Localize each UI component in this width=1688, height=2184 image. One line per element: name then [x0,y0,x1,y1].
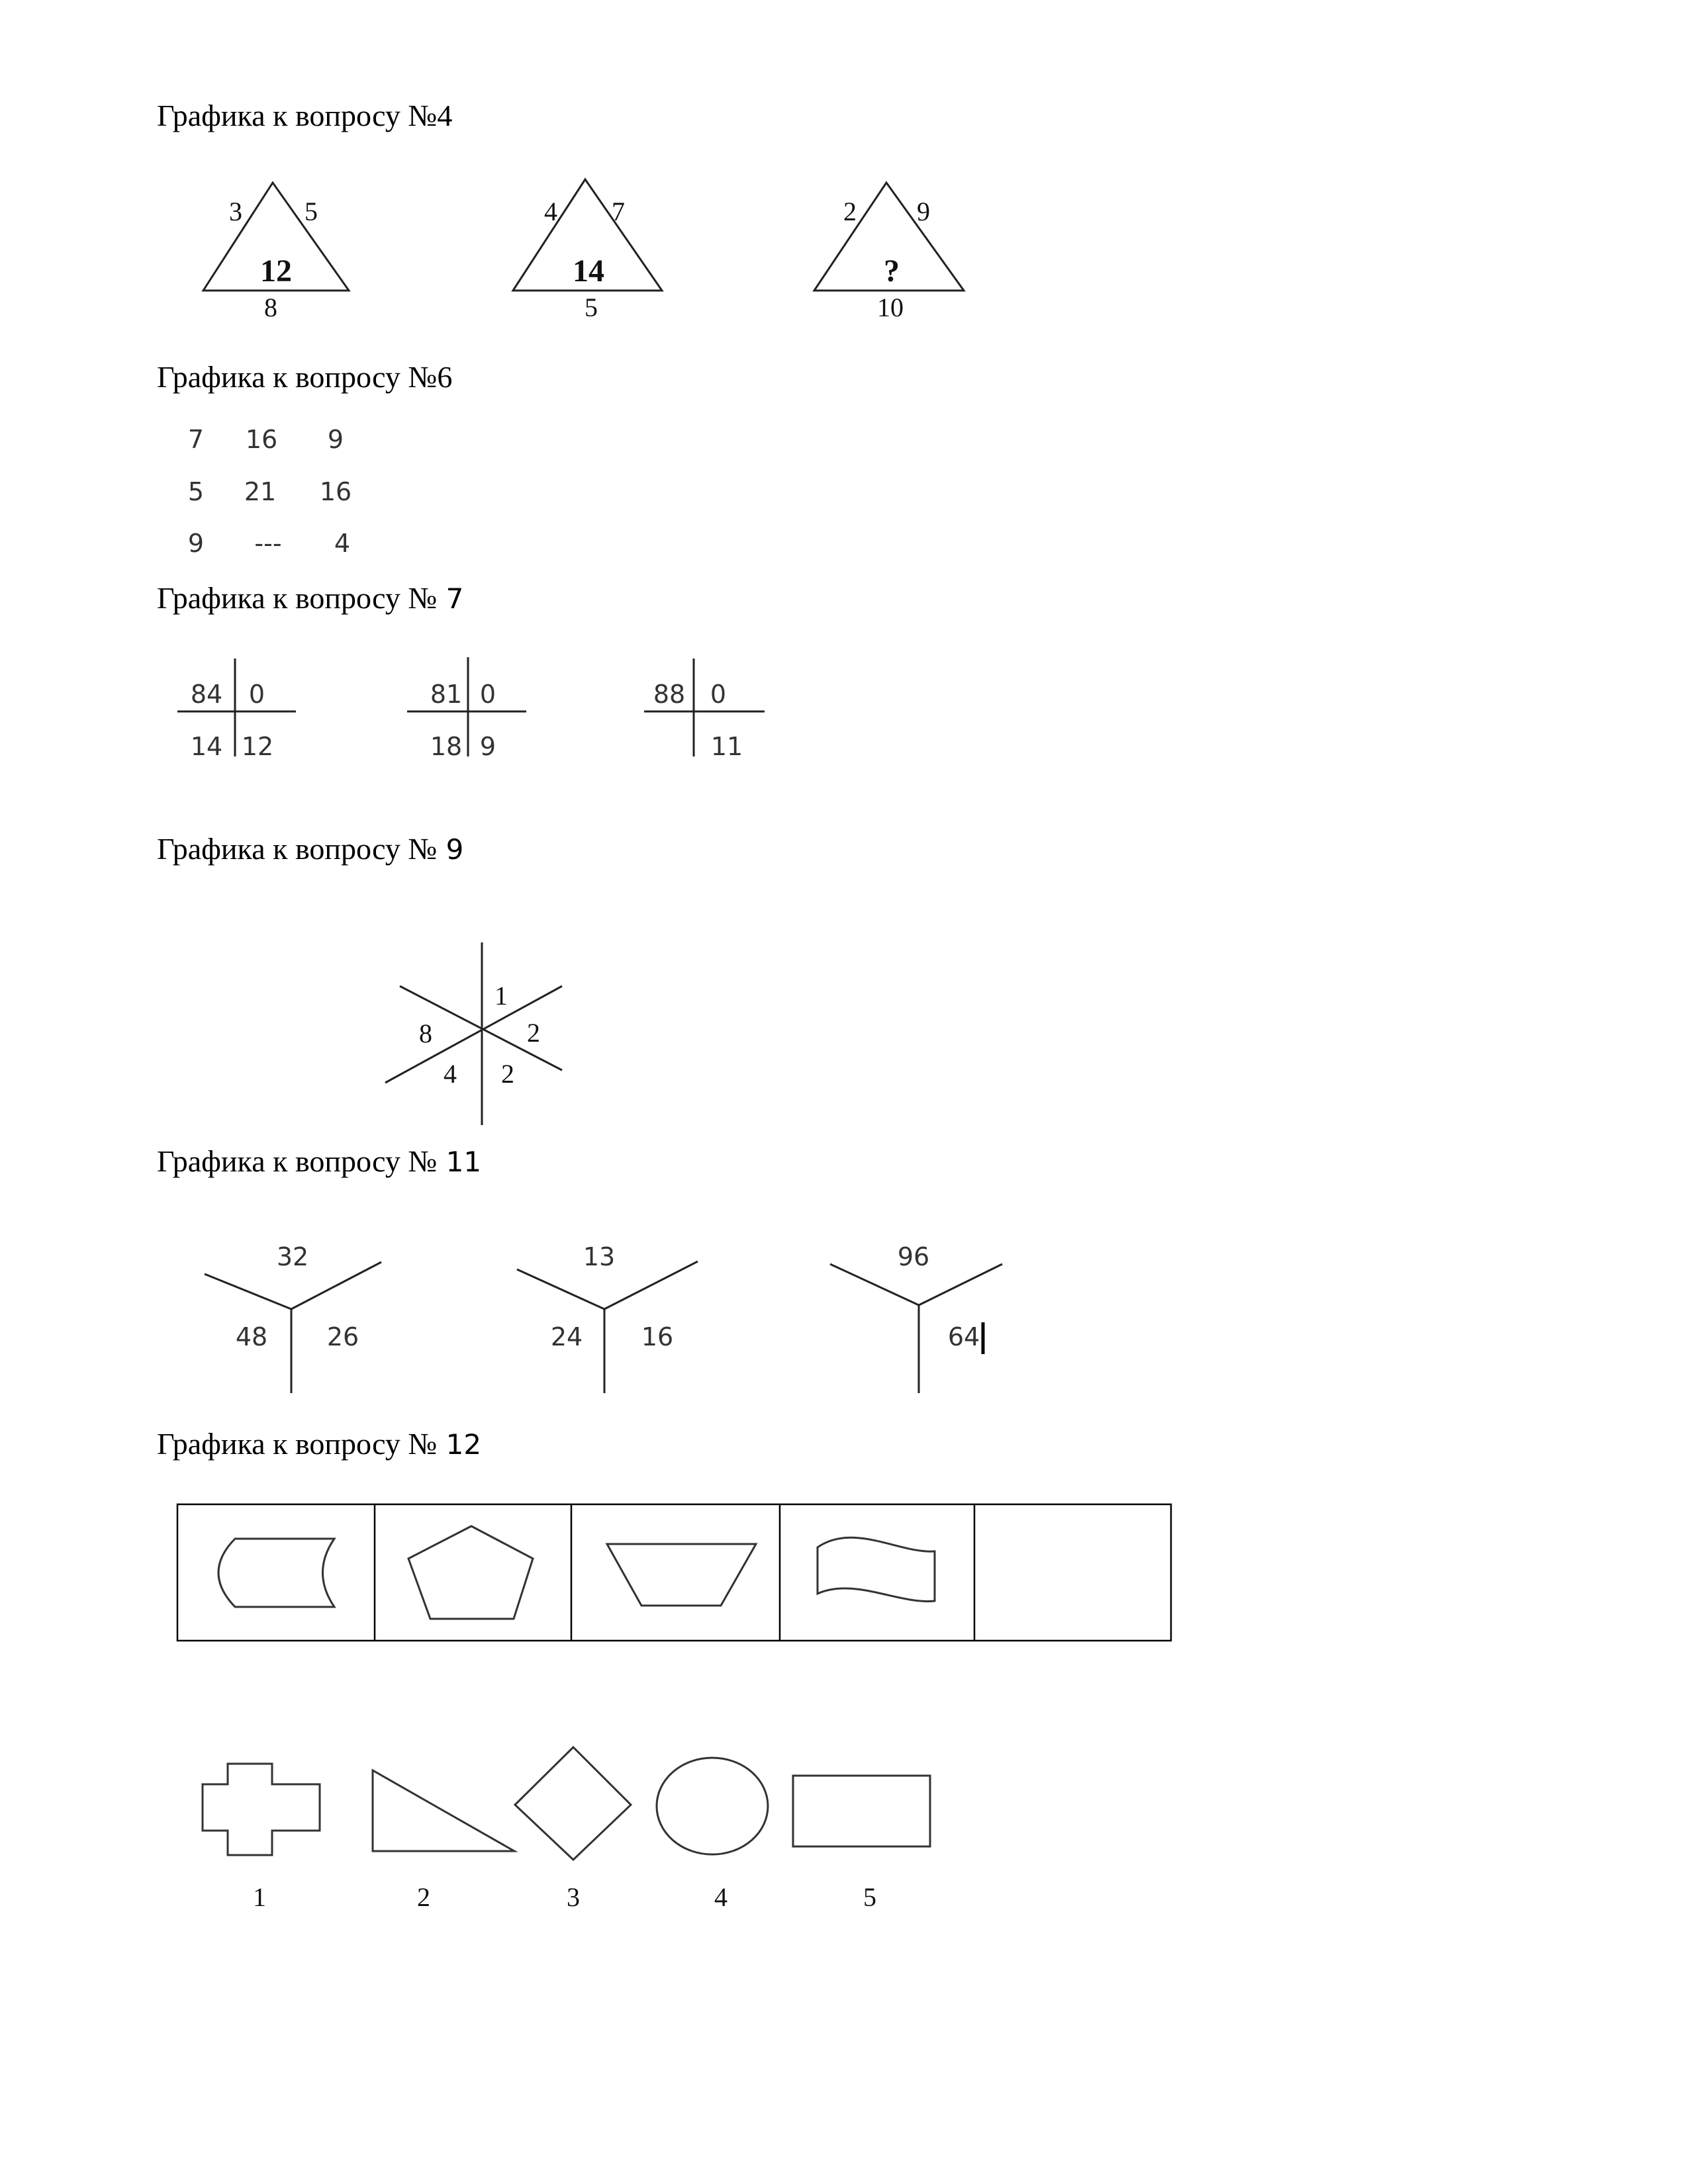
q12-options [203,1747,930,1912]
q7-c3-br: 11 [710,732,743,761]
q9-value-right-upper: 2 [527,1018,540,1048]
q4-t1-right: 5 [305,197,318,226]
q11-figure-2 [517,1242,698,1393]
pentagon-icon [408,1526,533,1619]
q7-c2-br: 9 [479,732,496,761]
q7-c3-tr: 0 [710,680,727,709]
circle-icon [657,1758,768,1854]
rectangle-icon [793,1776,930,1846]
q4-heading: Графика к вопросу №4 [157,99,453,132]
q4-t1-center: 12 [260,253,292,289]
q9-value-bottom: 2 [501,1059,514,1089]
q7-c1-tr: 0 [248,680,265,709]
cross-icon [203,1764,320,1855]
q6-r2-c2: 21 [244,477,277,506]
q12-option-5-label: 5 [863,1882,876,1912]
q4-t3-bottom: 10 [877,293,904,322]
q11-figure-3 [830,1242,1002,1393]
q4-triangle-2 [513,179,662,322]
q12-heading-text: Графика к вопросу № [157,1427,438,1461]
q6-r3-c2: --- [254,529,282,558]
q7-c2-tr: 0 [479,680,496,709]
q6-r3-c3: 4 [334,529,351,558]
q6-r3-c1: 9 [187,529,205,558]
q7-cross-3 [644,659,765,761]
q9-heading-num: 9 [437,833,464,866]
q11-heading-text: Графика к вопросу № [157,1144,438,1178]
q4-t3-center: ? [884,253,900,289]
q11-f2-left: 24 [550,1322,583,1351]
q7-c1-tl: 84 [190,680,223,709]
q7-cross-1 [177,659,296,761]
q11-figure-1 [205,1242,381,1393]
q4-t1-bottom: 8 [264,293,277,322]
q6-r1-c2: 16 [245,425,278,454]
q6-r1-c3: 9 [327,425,344,454]
q6-r1-c1: 7 [187,425,205,454]
q12-option-1-label: 1 [253,1882,266,1912]
q4-t2-right: 7 [612,197,625,226]
q7-heading-text: Графика к вопросу № [157,581,438,615]
q7-c1-br: 12 [241,732,274,761]
q4-t2-bottom: 5 [585,293,598,322]
q9-star [385,942,562,1125]
q4-t3-left: 2 [843,197,857,226]
q6-heading: Графика к вопросу №6 [157,360,453,394]
q6-grid [188,425,352,558]
wave-flag-icon [818,1537,935,1601]
q12-heading-num: 12 [437,1428,482,1461]
q7-c2-tl: 81 [430,680,463,709]
q11-f1-top: 32 [276,1242,309,1271]
q4-triangle-3 [814,183,964,322]
q11-f1-left: 48 [235,1322,268,1351]
q12-option-3-label: 3 [567,1882,580,1912]
q9-value-left-lower: 4 [444,1059,457,1089]
q7-c2-bl: 18 [430,732,463,761]
q4-t1-left: 3 [229,197,242,226]
q11-f3-top: 96 [897,1242,930,1271]
trapezoid-icon [607,1544,756,1606]
q11-f1-right: 26 [326,1322,359,1351]
q4-t2-left: 4 [544,197,557,226]
q4-t2-center: 14 [573,253,604,289]
q7-c1-bl: 14 [190,732,223,761]
q11-heading-num: 11 [437,1146,482,1178]
q9-value-left-upper: 8 [419,1019,432,1048]
q6-r2-c3: 16 [319,477,352,506]
q11-f3-right: 64 [947,1322,980,1351]
q6-r2-c1: 5 [187,477,205,506]
diamond-icon [515,1747,631,1860]
q7-c3-tl: 88 [653,680,686,709]
q9-value-top: 1 [494,981,508,1011]
q9-heading-text: Графика к вопросу № [157,832,438,866]
q4-t3-right: 9 [917,197,930,226]
q4-triangle-1 [203,183,349,322]
right-triangle-icon [373,1770,514,1851]
q12-option-2-label: 2 [417,1882,430,1912]
q7-heading-num: 7 [437,582,464,615]
q11-f2-top: 13 [583,1242,616,1271]
cylinder-icon [218,1539,334,1607]
q11-f2-right: 16 [641,1322,674,1351]
q12-option-4-label: 4 [714,1882,727,1912]
q12-table [177,1504,1171,1641]
q7-cross-2 [407,657,526,761]
q12-table-border [177,1504,1171,1641]
